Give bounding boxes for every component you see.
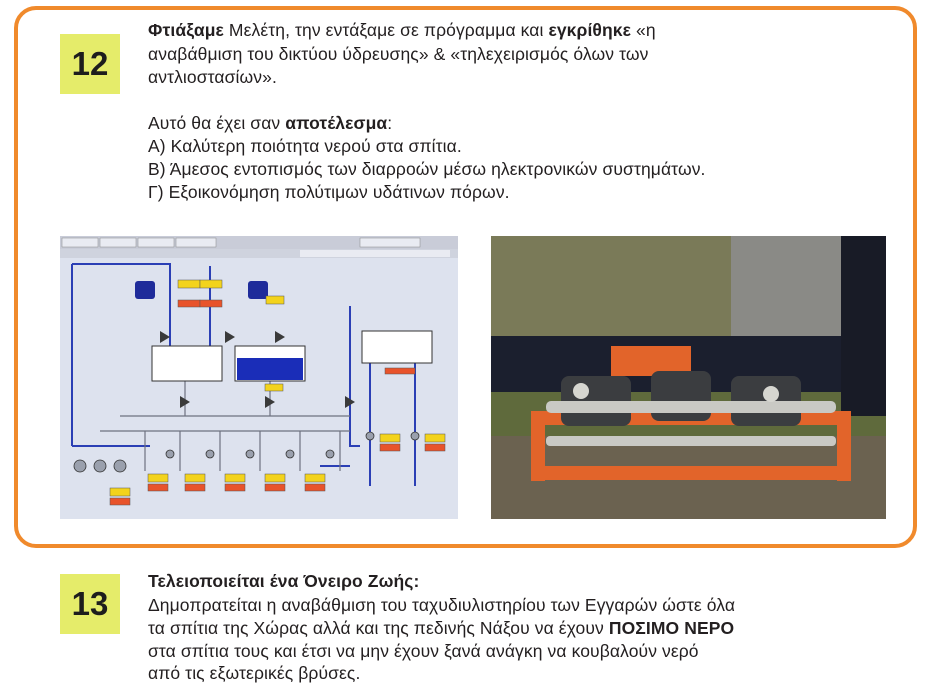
- pipe-welding-machine-illustration: [491, 236, 886, 519]
- section-12-line-2: αναβάθμιση του δικτύου ύδρευσης» & «τηλεχειρισμός όλων των: [148, 44, 649, 64]
- section-12-number-badge: 12: [60, 34, 120, 94]
- section-12-line-1: [148, 19, 656, 41]
- result-item-b: Β) Άμεσος εντοπισμός των διαρροών μέσω ηλεκτρονικών συστημάτων.: [148, 159, 706, 179]
- scada-diagram: [60, 236, 458, 519]
- section-13-line-1: Δημοπρατείται η αναβάθμιση του ταχυδιυλιστηρίου των Εγγαρών ώστε όλα: [148, 595, 736, 615]
- section-12-line-3: αντλιοστασίων».: [148, 67, 277, 87]
- section-13-heading: [148, 570, 419, 592]
- bold-phrase: ΠΟΣΙΜΟ ΝΕΡΟ: [608, 618, 735, 638]
- bold-word: Φτιάξαμε: [148, 20, 224, 40]
- bold-word: εγκρίθηκε: [548, 20, 632, 40]
- text-run: Μελέτη, την εντάξαμε σε πρόγραμμα και: [223, 20, 549, 40]
- scada-screen-image: [60, 236, 458, 519]
- result-intro: [148, 112, 392, 134]
- result-item-c: Γ) Εξοικονόμηση πολύτιμων υδάτινων πόρων.: [148, 182, 510, 202]
- section-13-number-badge: 13: [60, 574, 120, 634]
- text-run: Αυτό θα έχει σαν: [148, 113, 286, 133]
- bold-word: αποτέλεσμα: [285, 113, 388, 133]
- section-13-line-3: στα σπίτια τους και έτσι να μην έχουν ξανά ανάγκη να κουβαλούν νερό: [148, 641, 699, 661]
- text-run: «η: [631, 20, 656, 40]
- text-run: :: [387, 113, 393, 133]
- text-run: τα σπίτια της Χώρας αλλά και της πεδινής Νάξου να έχουν: [148, 618, 609, 638]
- result-item-a: Α) Καλύτερη ποιότητα νερού στα σπίτια.: [148, 136, 462, 156]
- section-13-line-4: από τις εξωτερικές βρύσες.: [148, 663, 361, 683]
- pipe-welding-machine-photo: [491, 236, 886, 519]
- heading-text: Τελειοποιείται ένα Όνειρο Ζωής:: [148, 571, 420, 591]
- section-13-line-2: [148, 617, 734, 639]
